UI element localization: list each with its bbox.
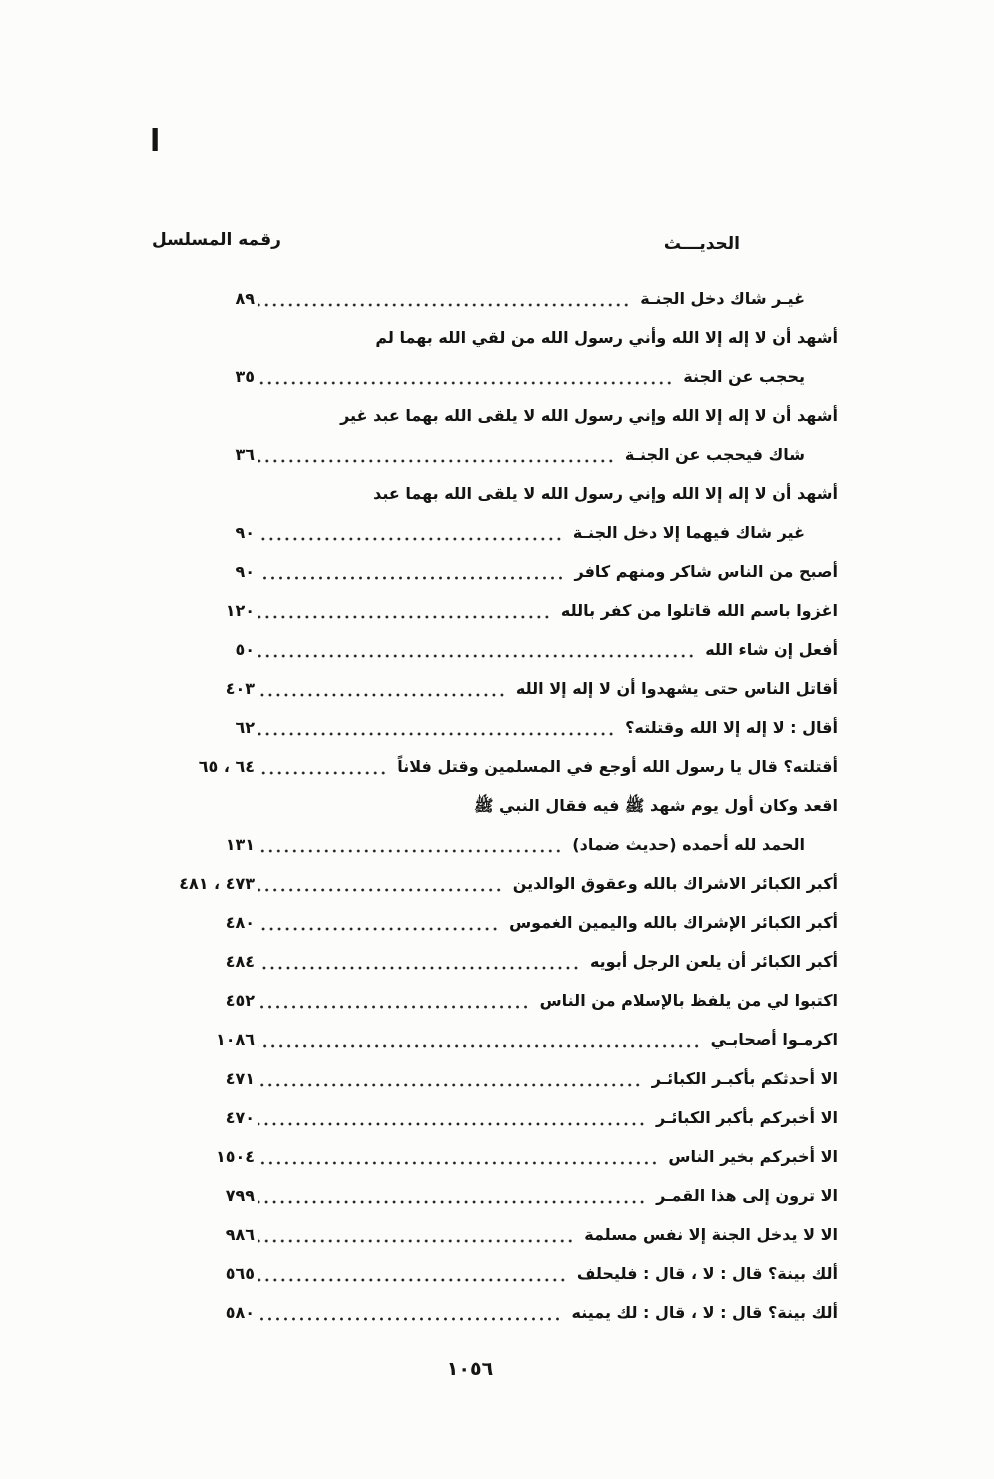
hadith-text: أكبر الكبائر الإشراك بالله واليمين الغموس: [509, 912, 838, 932]
hadith-text: أصبح من الناس شاكر ومنهم كافر: [574, 561, 838, 581]
serial-number: ٧٩٩: [225, 1185, 255, 1205]
hadith-text: أقال : لا إله إلا الله وقتلته؟: [625, 717, 838, 737]
index-entry: [155, 474, 838, 513]
index-entry: [155, 708, 838, 747]
serial-number: ١٣١: [225, 834, 255, 854]
dot-leader: [258, 989, 530, 1013]
hadith-text: أشهد أن لا إله إلا الله وإني رسول الله لا يلقى الله بهما عبد: [373, 483, 838, 503]
hadith-text: أكبر الكبائر الاشراك بالله وعقوق الوالدين: [512, 873, 838, 893]
hadith-text: ألك بينة؟ قال : لا ، قال : لك يمينه: [571, 1302, 838, 1322]
hadith-text: اقعد وكان أول يوم شهد ﷺ فيه فقال النبي ﷺ: [474, 795, 838, 815]
hadith-text: اكتبوا لي من يلفظ بالإسلام من الناس: [539, 990, 838, 1010]
index-entry: [155, 1215, 838, 1254]
index-entry: [155, 942, 838, 981]
hadith-text: يحجب عن الجنة: [683, 366, 805, 386]
dot-leader: [258, 1028, 701, 1052]
dot-leader: [258, 560, 564, 584]
dot-leader: [258, 638, 695, 662]
index-entry: [155, 1020, 838, 1059]
serial-number: ٥٠: [235, 639, 255, 659]
index-entry: [155, 1098, 838, 1137]
hadith-text: أقتلته؟ قال يا رسول الله أوجع في المسلمين وقتل فلاناً: [397, 756, 838, 776]
index-entry-continuation: [155, 435, 838, 474]
dot-leader: [258, 443, 615, 467]
index-entry: [155, 552, 838, 591]
hadith-text: اكرمـوا أصحابـي: [710, 1029, 838, 1049]
hadith-text: غير شاك فيهما إلا دخل الجنـة: [572, 522, 805, 542]
index-entry: [155, 1293, 838, 1332]
dot-leader: [258, 1145, 658, 1169]
hadith-text: اغزوا باسم الله قاتلوا من كفر بالله: [560, 600, 838, 620]
index-entry-continuation: [155, 825, 838, 864]
hadith-text: الا أخبركم بخير الناس: [668, 1146, 838, 1166]
index-entry: [155, 981, 838, 1020]
dot-leader: [258, 287, 630, 311]
index-entry: [155, 864, 838, 903]
hadith-index-list: [155, 279, 838, 1332]
hadith-text: الا أحدثكم بأكبـر الكبائـر: [651, 1068, 838, 1088]
serial-number: ٦٤ ، ٦٥: [198, 756, 255, 776]
page-number: ١٠٥٦: [446, 1358, 494, 1380]
serial-number: ١٥٠٤: [215, 1146, 255, 1166]
hadith-text: شاك فيحجب عن الجنـة: [624, 444, 805, 464]
serial-number-column-header: رقمه المسلسل: [152, 230, 281, 250]
serial-number: ٤٧٣ ، ٤٨١: [179, 873, 255, 893]
dot-leader: [258, 911, 499, 935]
dot-leader: [258, 833, 562, 857]
dot-leader: [258, 365, 673, 389]
serial-number: ٩٠: [235, 561, 255, 581]
dot-leader: [258, 1184, 646, 1208]
hadith-text: أفعل إن شاء الله: [705, 639, 838, 659]
index-entry: [155, 786, 838, 825]
serial-number: ٤٥٢: [225, 990, 255, 1010]
serial-number: ٤٧١: [225, 1068, 255, 1088]
dot-leader: [258, 599, 551, 623]
dot-leader: [258, 1262, 567, 1286]
dot-leader: [258, 1223, 574, 1247]
hadith-column-header: الحديـــث: [663, 234, 740, 254]
dot-leader: [258, 755, 387, 779]
index-entry: [155, 591, 838, 630]
dot-leader: [258, 1301, 561, 1325]
index-entry-continuation: [155, 357, 838, 396]
serial-number: ١٢٠: [225, 600, 255, 620]
hadith-text: أقاتل الناس حتى يشهدوا أن لا إله إلا الله: [515, 678, 838, 698]
serial-number: ٩٠: [235, 522, 255, 542]
index-entry: [155, 396, 838, 435]
dot-leader: [258, 677, 506, 701]
index-entry: [155, 747, 838, 786]
serial-number: ٤٧٠: [225, 1107, 255, 1127]
index-entry-continuation: [155, 513, 838, 552]
index-entry-continuation: [155, 279, 838, 318]
hadith-text: ألك بينة؟ قال : لا ، قال : فليحلف: [576, 1263, 838, 1283]
serial-number: ٩٨٦: [225, 1224, 255, 1244]
dot-leader: [258, 1067, 642, 1091]
hadith-text: غيـر شاك دخل الجنـة: [640, 288, 805, 308]
index-entry: [155, 1176, 838, 1215]
serial-number: ٤٨٠: [225, 912, 255, 932]
serial-number: ٤٨٤: [225, 951, 255, 971]
hadith-text: أكبر الكبائر أن يلعن الرجل أبويه: [589, 951, 838, 971]
index-entry: [155, 1137, 838, 1176]
hadith-text: أشهد أن لا إله إلا الله وأني رسول الله من لقي الله بهما لم: [375, 327, 838, 347]
hadith-text: الا لا يدخل الجنة إلا نفس مسلمة: [584, 1224, 838, 1244]
dot-leader: [258, 716, 615, 740]
serial-number: ٣٦: [235, 444, 255, 464]
serial-number: ١٠٨٦: [215, 1029, 255, 1049]
dot-leader: [258, 521, 563, 545]
hadith-text: الا ترون إلى هذا القمـر: [656, 1185, 838, 1205]
index-entry: [155, 903, 838, 942]
index-entry: [155, 318, 838, 357]
index-entry: [155, 630, 838, 669]
index-entry: [155, 1254, 838, 1293]
dot-leader: [258, 1106, 646, 1130]
hadith-text: الا أخبركم بأكبر الكبائـر: [655, 1107, 838, 1127]
serial-number: ٣٥: [235, 366, 255, 386]
serial-number: ٨٩: [235, 288, 255, 308]
dot-leader: [258, 950, 580, 974]
dot-leader: [258, 872, 503, 896]
hadith-text: أشهد أن لا إله إلا الله وإني رسول الله لا يلقى الله بهما عبد غير: [340, 405, 838, 425]
index-entry: [155, 669, 838, 708]
serial-number: ٥٦٥: [225, 1263, 255, 1283]
serial-number: ٤٠٣: [225, 678, 255, 698]
index-entry: [155, 1059, 838, 1098]
hadith-text: الحمد لله أحمده (حديث ضماد): [572, 834, 805, 854]
serial-number: ٥٨٠: [225, 1302, 255, 1322]
section-letter: ا: [150, 124, 161, 159]
serial-number: ٦٢: [235, 717, 255, 737]
